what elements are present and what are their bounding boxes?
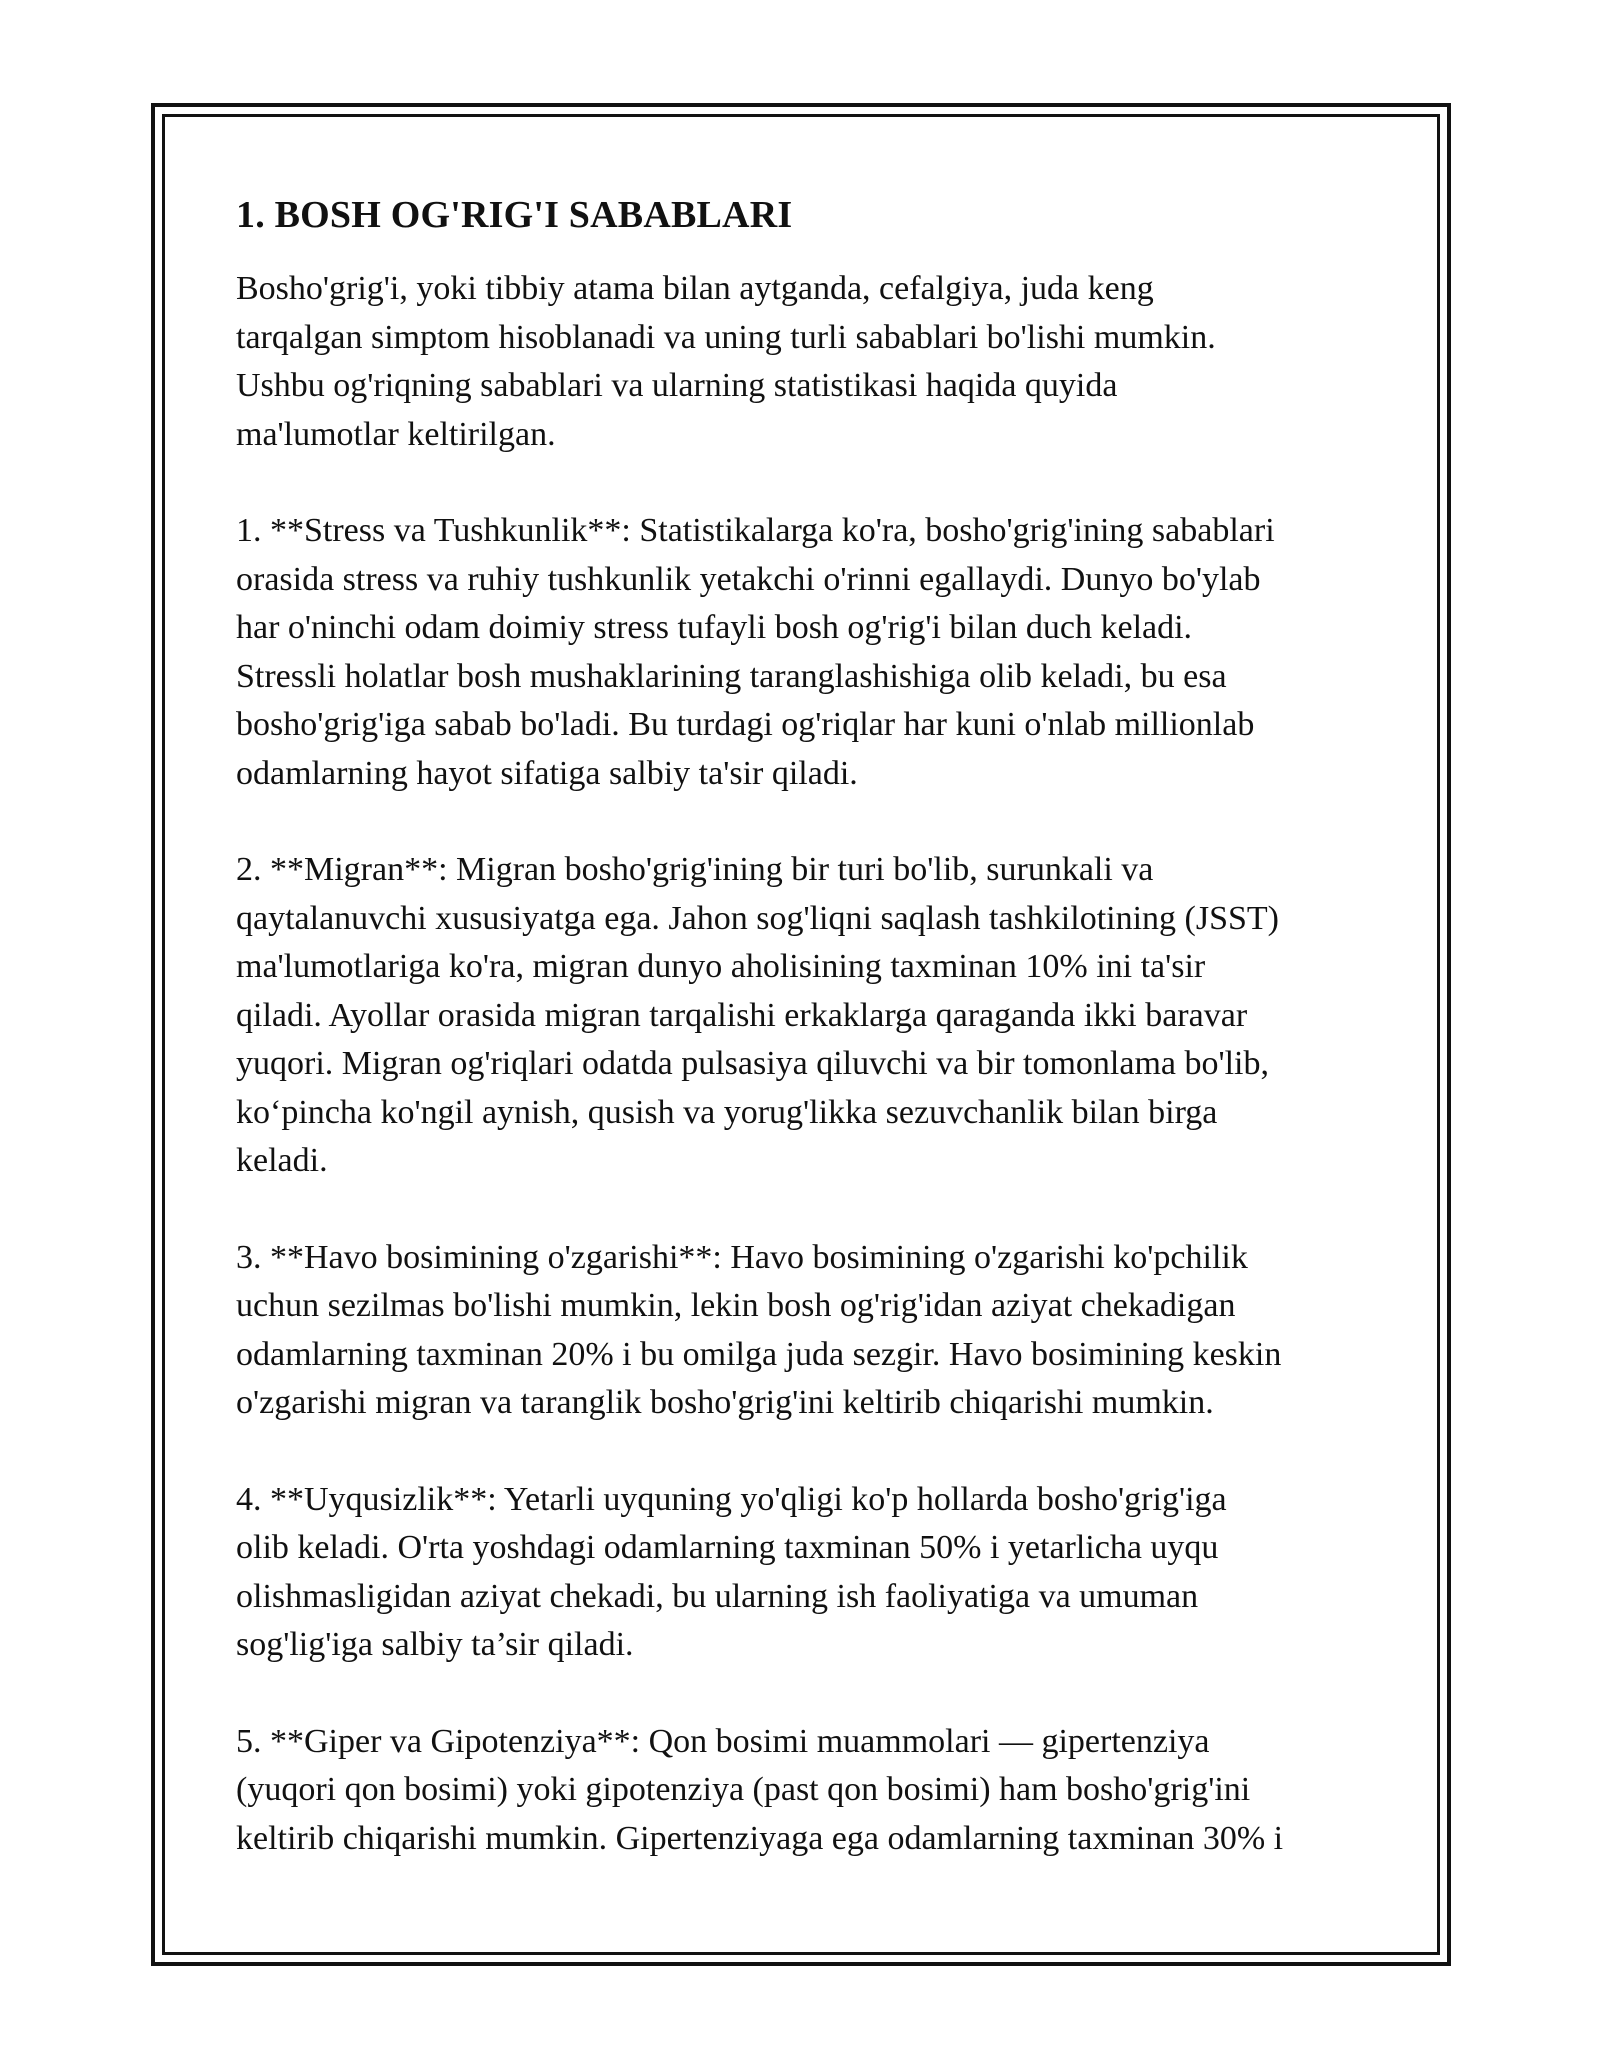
text-line: yuqori. Migran og'riqlari odatda pulsasiya qiluvchi va bir tomonlama bo'lib, xyxy=(236,1045,1269,1082)
text-line: odamlarning hayot sifatiga salbiy ta'sir qiladi. xyxy=(236,754,858,792)
text-line: 3. **Havo bosimining o'zgarishi**: Havo bosimining o'zgarishi ko'pchilik xyxy=(236,1238,1248,1276)
text-line: ma'lumotlariga ko'ra, migran dunyo aholisining taxminan 10% ini ta'sir xyxy=(236,948,1206,985)
text-line: Stressli holatlar bosh mushaklarining taranglashishiga olib keladi, bu esa xyxy=(236,657,1227,695)
text-line: keladi. xyxy=(236,1142,328,1179)
text-line: ko‘pincha ko'ngil aynish, qusish va yorug'likka sezuvchanlik bilan birga xyxy=(236,1093,1218,1131)
paragraph-uyqusizlik xyxy=(236,1476,1386,1670)
paragraph-stress xyxy=(236,507,1386,798)
text-line: ma'lumotlar keltirilgan. xyxy=(236,415,556,453)
text-line: 5. **Giper va Gipotenziya**: Qon bosimi muammolari — gipertenziya xyxy=(236,1722,1210,1760)
paragraph-intro xyxy=(236,265,1386,459)
text-line: olib keladi. O'rta yoshdagi odamlarning taxminan 50% i yetarlicha uyqu xyxy=(236,1529,1219,1566)
text-line: orasida stress va ruhiy tushkunlik yetakchi o'rinni egallaydi. Dunyo bo'ylab xyxy=(236,560,1261,598)
paragraph-giper-gipotenziya xyxy=(236,1718,1386,1864)
document-title: 1. BOSH OG'RIG'I SABABLARI xyxy=(236,194,793,236)
paragraph-havo-bosimi xyxy=(236,1234,1386,1428)
text-line: tarqalgan simptom hisoblanadi va uning turli sabablari bo'lishi mumkin. xyxy=(236,318,1216,356)
text-line: odamlarning taxminan 20% i bu omilga juda sezgir. Havo bosimining keskin xyxy=(236,1335,1282,1373)
text-line: olishmasligidan aziyat chekadi, bu ularning ish faoliyatiga va umuman xyxy=(236,1577,1199,1615)
text-line: 1. **Stress va Tushkunlik**: Statistikalarga ko'ra, bosho'grig'ining sabablari xyxy=(236,512,1275,549)
text-line: Ushbu og'riqning sabablari va ularning statistikasi haqida quyida xyxy=(236,367,1118,404)
text-line: uchun sezilmas bo'lishi mumkin, lekin bosh og'rig'idan aziyat chekadigan xyxy=(236,1287,1236,1324)
text-line: 4. **Uyqusizlik**: Yetarli uyquning yo'qligi ko'p hollarda bosho'grig'iga xyxy=(236,1480,1227,1518)
text-line: har o'ninchi odam doimiy stress tufayli bosh og'rig'i bilan duch keladi. xyxy=(236,609,1193,646)
text-line: sog'lig'iga salbiy ta’sir qiladi. xyxy=(236,1626,634,1663)
text-line: 2. **Migran**: Migran bosho'grig'ining bir turi bo'lib, surunkali va xyxy=(236,851,1154,888)
document-body xyxy=(236,185,1386,1863)
text-line: o'zgarishi migran va taranglik bosho'grig'ini keltirib chiqarishi mumkin. xyxy=(236,1384,1214,1421)
text-line: qaytalanuvchi xususiyatga ega. Jahon sog'liqni saqlash tashkilotining (JSST) xyxy=(236,899,1279,937)
text-line: keltirib chiqarishi mumkin. Gipertenziyaga ega odamlarning taxminan 30% i xyxy=(236,1819,1284,1857)
text-line: bosho'grig'iga sabab bo'ladi. Bu turdagi og'riqlar har kuni o'nlab millionlab xyxy=(236,706,1255,743)
text-line: Bosho'grig'i, yoki tibbiy atama bilan aytganda, cefalgiya, juda keng xyxy=(236,270,1154,307)
paragraph-migran xyxy=(236,846,1386,1186)
text-line: (yuqori qon bosimi) yoki gipotenziya (past qon bosimi) ham bosho'grig'ini xyxy=(236,1771,1251,1808)
text-line: qiladi. Ayollar orasida migran tarqalishi erkaklarga qaraganda ikki baravar xyxy=(236,996,1248,1034)
